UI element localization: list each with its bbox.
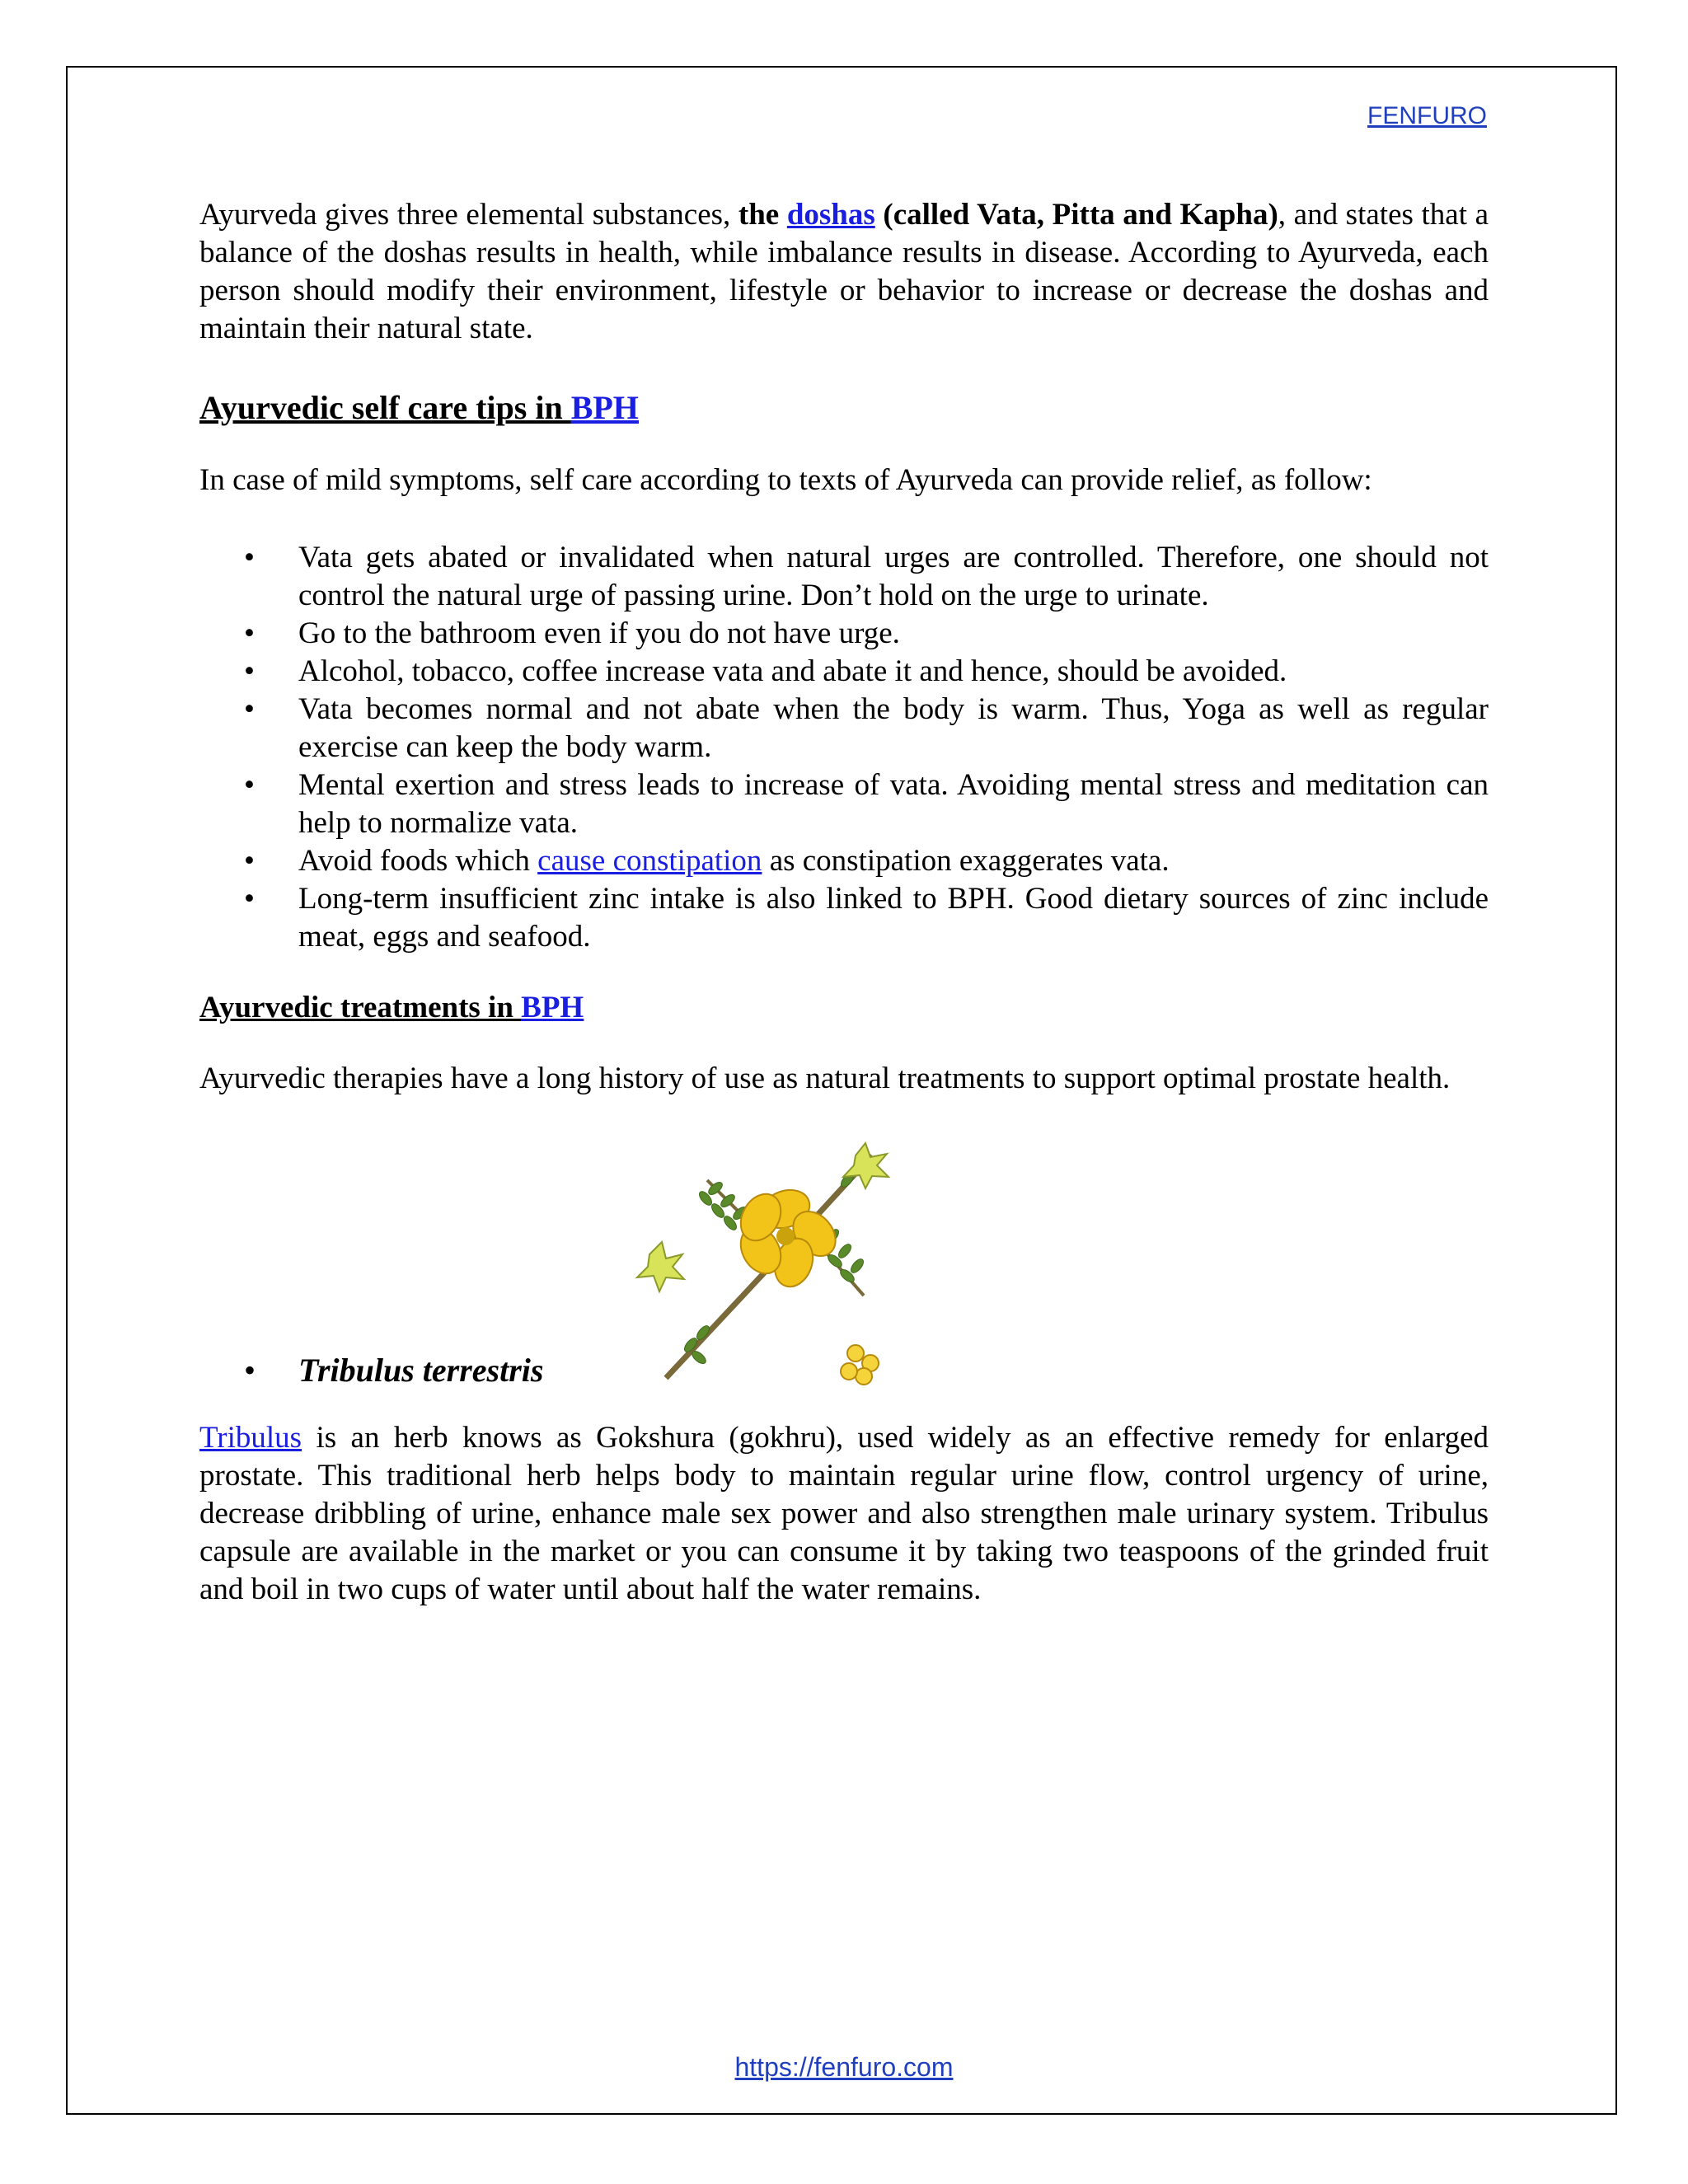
footer-url-link[interactable]: https://fenfuro.com: [734, 2052, 954, 2082]
tribulus-plant-illustration: [608, 1131, 921, 1386]
intro-text-2: , and states that a balance of the doshas results in health, while imbalance results in disease. According to Ayurveda, each person should modify their environment, lifestyle or behavior to increase or decrease the doshas and maintain their natural state.: [199, 198, 1489, 345]
tribulus-description: is an herb knows as Gokshura (gokhru), used widely as an effective remedy for enlarged prostate. This traditional herb helps body to maintain regular urine flow, control urgency of urine, decrease dribbling of urine, enhance male sex power and also strengthen male urinary system. Tribulus capsule are available in the market or you can consume it by taking two teaspoons of the grinded fruit and boil in two cups of water until about half the water remains.: [199, 1421, 1489, 1606]
herb-name: • Tribulus terrestris: [199, 1352, 543, 1390]
treatments-lead: Ayurvedic therapies have a long history of use as natural treatments to support optimal prostate health.: [199, 1062, 1451, 1095]
intro-text-1: Ayurveda gives three elemental substances,: [199, 198, 738, 232]
list-item: • Mental exertion and stress leads to increase of vata. Avoiding mental stress and meditation can help to normalize vata.: [199, 766, 1489, 842]
selfcare-tips-list: [199, 539, 1489, 956]
tip-text: Avoid foods which: [298, 844, 538, 878]
intro-bold-1: the: [738, 198, 787, 232]
tip-text: as constipation exaggerates vata.: [762, 844, 1170, 878]
document-body: [199, 196, 1489, 1609]
tribulus-link[interactable]: Tribulus: [199, 1421, 302, 1455]
list-item: • Long-term insufficient zinc intake is also linked to BPH. Good dietary sources of zinc include meat, eggs and seafood.: [199, 880, 1489, 956]
intro-bold-2: (called Vata, Pitta and Kapha): [874, 198, 1278, 232]
list-item: • Vata gets abated or invalidated when natural urges are controlled. Therefore, one should not control the natural urge of passing urine. Don’t hold on the urge to urinate.: [199, 539, 1489, 615]
header-brand-link[interactable]: FENFURO: [1367, 102, 1487, 129]
list-item: [199, 842, 1489, 880]
list-item: • Vata becomes normal and not abate when the body is warm. Thus, Yoga as well as regular exercise can keep the body warm.: [199, 691, 1489, 766]
intro-paragraph: [199, 196, 1489, 348]
selfcare-bph-link[interactable]: BPH: [570, 389, 639, 426]
treatments-heading-text: Ayurvedic treatments in: [199, 991, 522, 1024]
footer: [0, 2052, 1688, 2083]
selfcare-heading: [199, 387, 1489, 429]
treatments-bph-link[interactable]: BPH: [521, 991, 584, 1024]
selfcare-heading-text: Ayurvedic self care tips in: [199, 389, 571, 426]
tribulus-paragraph: [199, 1419, 1489, 1609]
list-item: • Go to the bathroom even if you do not have urge.: [199, 615, 1489, 653]
list-item: • Alcohol, tobacco, coffee increase vata and abate it and hence, should be avoided.: [199, 653, 1489, 691]
treatments-heading: [199, 989, 1489, 1027]
herb-row: [199, 1131, 1489, 1394]
selfcare-lead: In case of mild symptoms, self care according to texts of Ayurveda can provide relief, as follow:: [199, 463, 1372, 497]
cause-constipation-link[interactable]: cause constipation: [537, 844, 762, 878]
doshas-link[interactable]: doshas: [786, 198, 875, 232]
